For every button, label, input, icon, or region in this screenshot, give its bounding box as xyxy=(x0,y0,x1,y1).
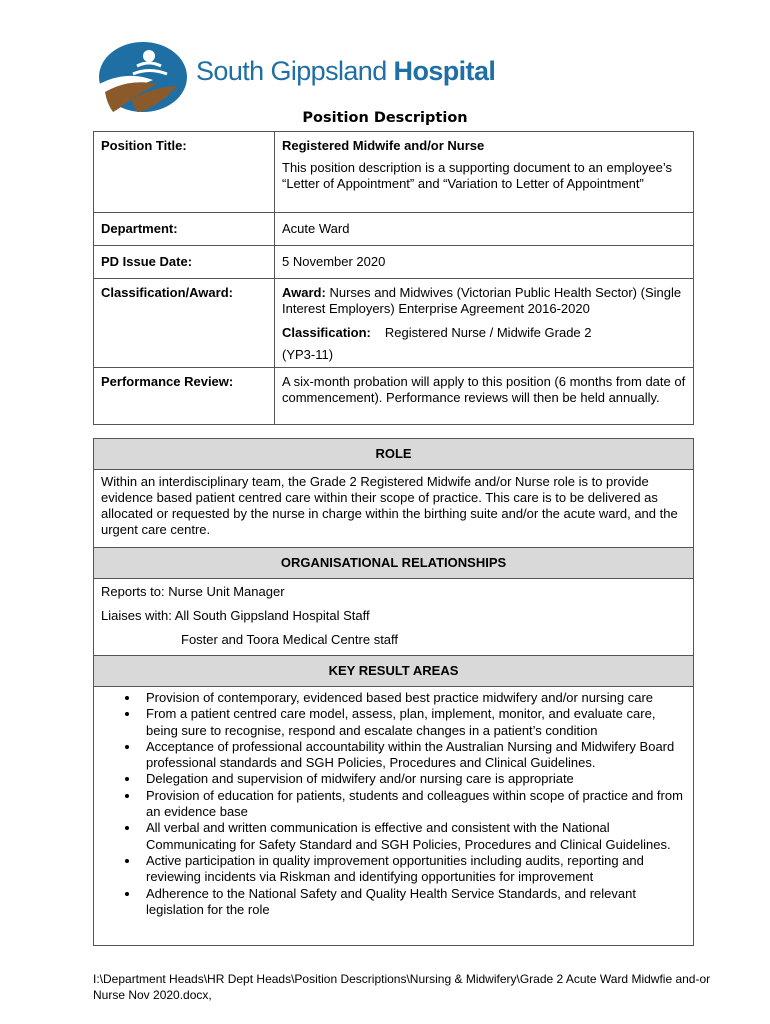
classification-label: Classification/Award: xyxy=(94,279,275,368)
role-heading: ROLE xyxy=(94,439,693,470)
logo-text-regular: South Gippsland xyxy=(196,56,387,86)
classification-cell xyxy=(275,279,694,368)
document-title: Position Description xyxy=(302,110,468,126)
relationships-section xyxy=(93,547,694,656)
liaises-with: Liaises with: All South Gippsland Hospital Staff xyxy=(101,608,370,623)
classification-sub-label: Classification: xyxy=(282,325,371,340)
key-results-heading: KEY RESULT AREAS xyxy=(94,656,693,687)
position-title-value: Registered Midwife and/or Nurse xyxy=(282,138,485,153)
list-item: • Acceptance of professional accountability within the Australian Nursing and Midwifery Board professional standards and SGH Policies, Procedures and Clinical Guidelines. xyxy=(140,739,686,772)
department-value: Acute Ward xyxy=(275,213,694,246)
classification-line xyxy=(282,325,686,341)
award-value: Nurses and Midwives (Victorian Public Health Sector) (Single Interest Employers) Enterprise Agreement 2016-2020 xyxy=(282,285,682,316)
relationships-heading: ORGANISATIONAL RELATIONSHIPS xyxy=(94,548,693,579)
footer-file-path: I:\Department Heads\HR Dept Heads\Position Descriptions\Nursing & Midwifery\Grade 2 Acute Ward Midwfie and-or Nurse Nov 2020.docx, xyxy=(93,972,711,1002)
role-text: Within an interdisciplinary team, the Grade 2 Registered Midwife and/or Nurse role is to provide evidence based patient centred care within their scope of practice. This care is to be delivered as allocated or requested by the nurse in charge within the birthing suite and/or the acute ward, and the urgent care centre. xyxy=(101,474,678,537)
classification-value: Registered Nurse / Midwife Grade 2 xyxy=(384,325,592,340)
classification-code: (YP3-11) xyxy=(282,347,334,362)
position-title-row xyxy=(94,132,694,213)
classification-row xyxy=(94,279,694,368)
list-item: • Active participation in quality improvement opportunities including audits, reporting and reviewing incidents via Riskman and identifying opportunities for improvement xyxy=(140,853,686,886)
list-item: • Delegation and supervision of midwifery and/or nursing care is appropriate xyxy=(140,771,686,787)
department-label: Department: xyxy=(94,213,275,246)
performance-value: A six-month probation will apply to this position (6 months from date of commencement). Performance reviews will then be held annually. xyxy=(275,368,694,425)
list-item: • Provision of contemporary, evidenced based best practice midwifery and/or nursing care xyxy=(140,690,686,706)
list-item: • From a patient centred care model, assess, plan, implement, monitor, and evaluate care, being sure to recognise, respond and escalate changes in a patient’s condition xyxy=(140,706,686,739)
hand-sun-logo-icon xyxy=(97,40,187,114)
department-row xyxy=(94,213,694,246)
key-results-section xyxy=(93,655,694,945)
performance-row xyxy=(94,368,694,425)
relationships-body xyxy=(94,579,693,662)
key-results-body xyxy=(94,687,693,918)
award-label: Award: xyxy=(282,285,326,300)
list-item: • All verbal and written communication is effective and consistent with the National Communicating for Safety Standard and SGH Policies, Procedures and Clinical Guidelines. xyxy=(140,820,686,853)
pd-issue-label: PD Issue Date: xyxy=(94,246,275,279)
position-title-label: Position Title: xyxy=(94,132,275,213)
position-title-cell xyxy=(275,132,694,213)
key-results-list xyxy=(94,690,686,918)
liaises-with-2: Foster and Toora Medical Centre staff xyxy=(181,632,399,647)
list-item: • Adherence to the National Safety and Quality Health Service Standards, and relevant legislation for the role xyxy=(140,886,686,919)
performance-label: Performance Review: xyxy=(94,368,275,425)
logo-text-bold: Hospital xyxy=(393,56,496,86)
pd-issue-value: 5 November 2020 xyxy=(275,246,694,279)
reports-to: Reports to: Nurse Unit Manager xyxy=(101,584,285,599)
logo-text xyxy=(196,56,495,87)
award-line xyxy=(282,285,686,317)
role-section xyxy=(93,438,694,548)
pd-issue-row xyxy=(94,246,694,279)
position-title-note: This position description is a supporting document to an employee’s “Letter of Appointment” and “Variation to Letter of Appointment” xyxy=(282,160,672,191)
section-bottom-border xyxy=(93,945,694,946)
hospital-logo xyxy=(97,40,497,114)
position-info-table xyxy=(93,131,694,425)
list-item: • Provision of education for patients, students and colleagues within scope of practice and from an evidence base xyxy=(140,788,686,821)
